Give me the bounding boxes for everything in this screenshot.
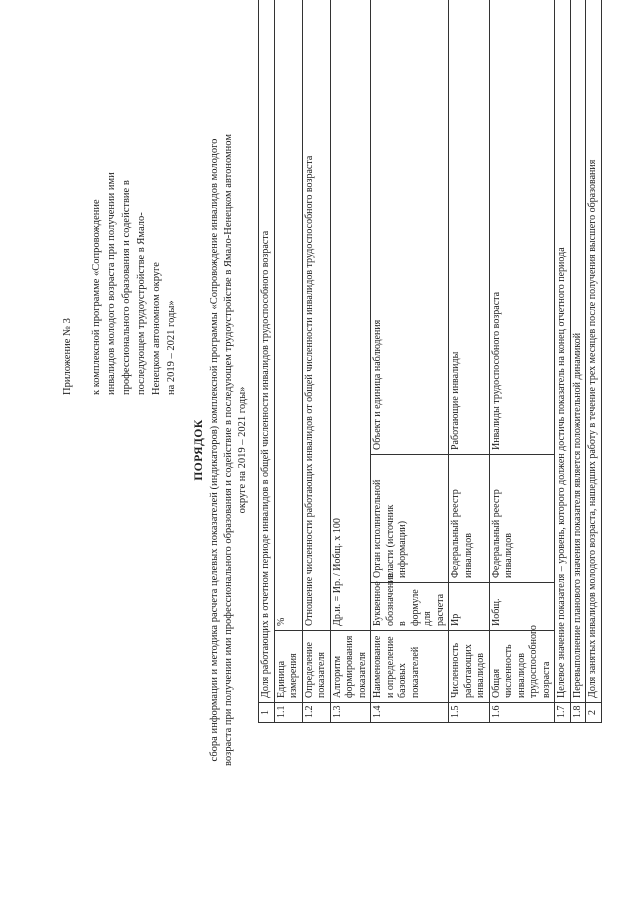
row-number: 1.4: [371, 703, 449, 723]
table-row: [586, 0, 602, 723]
row-label: Определение показателя: [302, 631, 330, 703]
row-number: 2: [586, 703, 602, 723]
appendix-line: инвалидов молодого возраста при получении ими: [106, 172, 117, 395]
heading-line: округе на 2019 – 2021 годы»: [237, 386, 248, 514]
row-text: Доля занятых инвалидов молодого возраста, нашедших работу в течение трех месяцев после получения высшего образования: [586, 0, 602, 703]
column-header: Орган исполнительной власти (источник информации): [371, 455, 449, 583]
formula: Др.и. = Ир. / Иобщ. х 100: [330, 0, 371, 631]
table-row: [302, 0, 330, 723]
row-text: Доля работающих в отчетном периоде инвалидов в общей численности инвалидов трудоспособного возраста: [259, 0, 275, 703]
table-cell: Инвалиды трудоспособного возраста: [489, 0, 555, 455]
appendix-line: Ненецком автономном округе: [151, 262, 162, 395]
table-cell: Федеральный реестр инвалидов: [489, 455, 555, 583]
row-label: Общая численность инвалидов трудоспособного возраста: [489, 631, 555, 703]
table-row: [330, 0, 371, 723]
row-text: Перевыполнение планового значения показателя является положительной динамикой: [570, 0, 586, 703]
table-cell: Иобщ.: [489, 583, 555, 631]
row-value: %: [274, 0, 302, 631]
table-row: [371, 0, 449, 723]
document-title: ПОРЯДОК: [193, 419, 205, 481]
row-number: 1.5: [449, 703, 490, 723]
column-header: Буквенное обозначение в формуле для расчета: [371, 583, 449, 631]
indicators-table: [258, 0, 602, 723]
table-cell: Ир: [449, 583, 490, 631]
row-number: 1: [259, 703, 275, 723]
row-label: Единица измерения: [274, 631, 302, 703]
row-number: 1.2: [302, 703, 330, 723]
table-row: [570, 0, 586, 723]
table-row: [449, 0, 490, 723]
appendix-line: профессионального образования и содействие в: [121, 180, 132, 395]
document-heading: [192, 105, 250, 795]
row-value: Отношение численности работающих инвалидов от общей численности инвалидов трудоспособного возраста: [302, 0, 330, 631]
table-row: [274, 0, 302, 723]
table-cell: Федеральный реестр инвалидов: [449, 455, 490, 583]
table-row: [259, 0, 275, 723]
appendix-number: Приложение № 3: [62, 318, 73, 395]
heading-line: сбора информации и методика расчета целевых показателей (индикаторов) комплексной программы «Сопровождение инвалидов молодого: [209, 138, 220, 762]
row-label: Наименование и определение базовых показателей: [371, 631, 449, 703]
table-cell: Работающие инвалиды: [449, 0, 490, 455]
row-number: 1.3: [330, 703, 371, 723]
row-number: 1.8: [570, 703, 586, 723]
table-row: [555, 0, 571, 723]
appendix-line: последующем трудоустройстве в Ямало-: [136, 212, 147, 395]
appendix-note: [60, 50, 179, 395]
row-number: 1.1: [274, 703, 302, 723]
row-label: Алгоритм формирования показателя: [330, 631, 371, 703]
appendix-line: на 2019 – 2021 годы»: [166, 300, 177, 395]
row-text: Целевое значение показателя – уровень, которого должен достичь показатель на конец отчетного периода: [555, 0, 571, 703]
column-header: Объект и единица наблюдения: [371, 0, 449, 455]
row-number: 1.7: [555, 703, 571, 723]
appendix-line: к комплексной программе «Сопровождение: [91, 199, 102, 395]
row-number: 1.6: [489, 703, 555, 723]
table-row: [489, 0, 555, 723]
heading-line: возраста при получении ими профессионального образования и содействие в последующем трудоустройстве в Ямало-Ненецком автономном: [223, 134, 234, 766]
row-label: Численность работающих инвалидов: [449, 631, 490, 703]
